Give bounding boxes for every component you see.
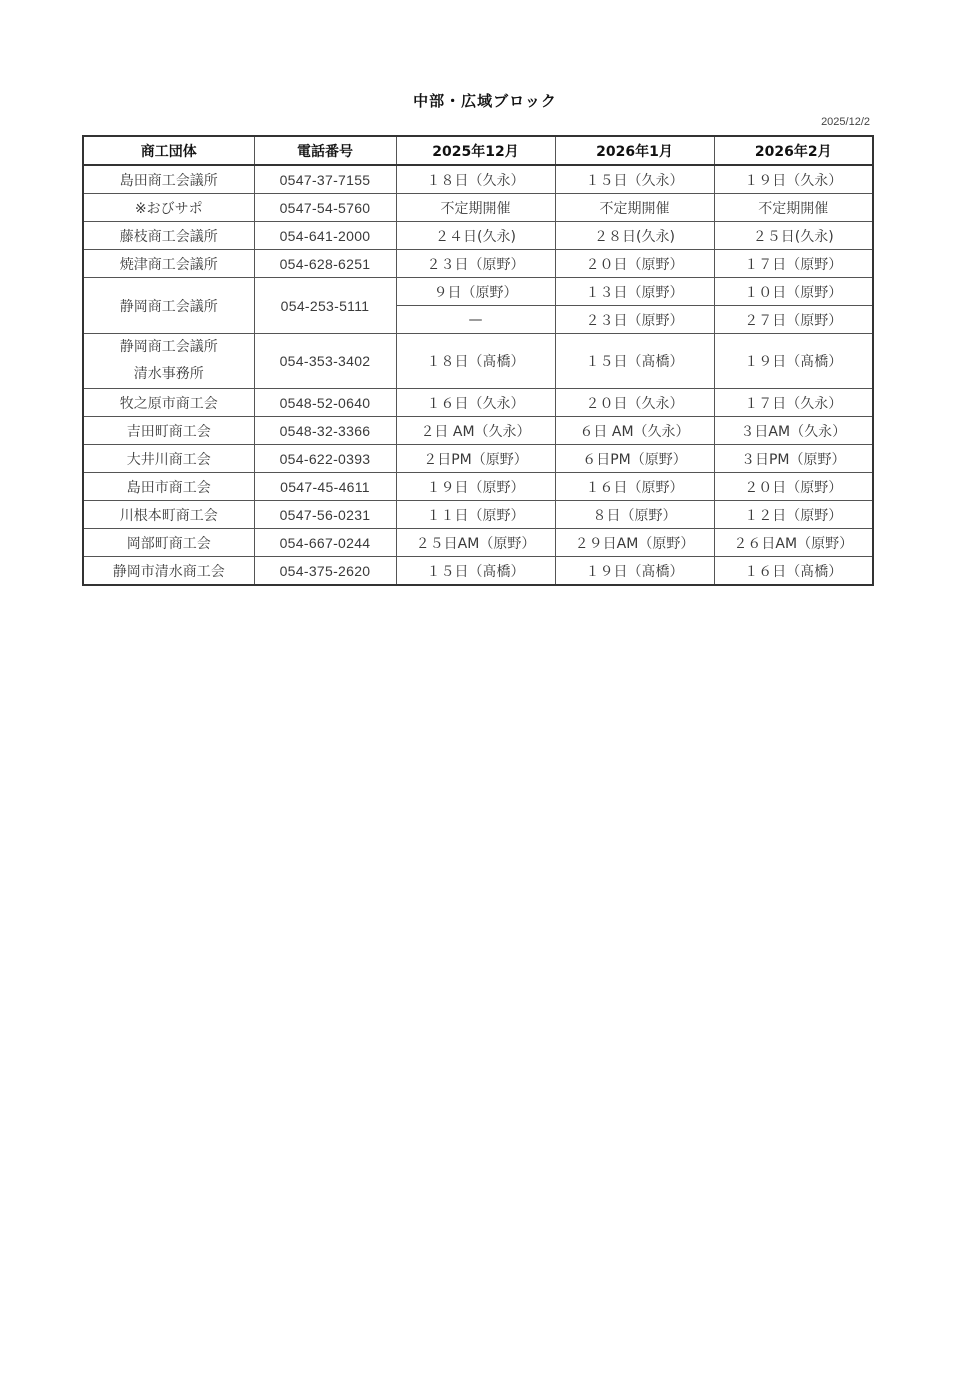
phone-number: 0548-52-0640: [254, 389, 396, 417]
header-month-dec-2025: 2025年12月: [396, 136, 555, 165]
org-name-line2: 清水事務所: [133, 366, 204, 382]
phone-number: 054-667-0244: [254, 529, 396, 557]
schedule-feb: １７日（原野）: [714, 250, 873, 278]
schedule-dec: １６日（久永）: [396, 389, 555, 417]
table-row: [83, 165, 873, 194]
schedule-dec: １９日（原野）: [396, 473, 555, 501]
schedule-jan: １５日（髙橋）: [555, 334, 714, 389]
phone-number: 0547-56-0231: [254, 501, 396, 529]
table-row: [83, 250, 873, 278]
schedule-feb: １６日（髙橋）: [714, 557, 873, 586]
schedule-jan: １６日（原野）: [555, 473, 714, 501]
consultation-schedule-table: [82, 135, 874, 586]
schedule-jan: ６日PM（原野）: [555, 445, 714, 473]
schedule-dec: ２４日(久永): [396, 222, 555, 250]
header-month-feb-2026: 2026年2月: [714, 136, 873, 165]
schedule-jan: ２０日（久永）: [555, 389, 714, 417]
phone-number: 054-641-2000: [254, 222, 396, 250]
table-row: [83, 445, 873, 473]
schedule-dec: １８日（久永）: [396, 165, 555, 194]
schedule-feb: ３日AM（久永）: [714, 417, 873, 445]
schedule-feb: １２日（原野）: [714, 501, 873, 529]
org-name: 牧之原市商工会: [83, 389, 254, 417]
phone-number: 054-353-3402: [254, 334, 396, 389]
schedule-feb: １９日（髙橋）: [714, 334, 873, 389]
schedule-dec: ２日 AM（久永）: [396, 417, 555, 445]
schedule-jan: １３日（原野）: [555, 278, 714, 306]
schedule-jan: 不定期開催: [555, 194, 714, 222]
org-name: 吉田町商工会: [83, 417, 254, 445]
table-row: [83, 334, 873, 389]
table-row: [83, 501, 873, 529]
org-name: 川根本町商工会: [83, 501, 254, 529]
schedule-jan: １５日（久永）: [555, 165, 714, 194]
schedule-dec: —: [396, 306, 555, 334]
schedule-jan: ８日（原野）: [555, 501, 714, 529]
table-row: [83, 278, 873, 306]
table-row: [83, 529, 873, 557]
org-name: 大井川商工会: [83, 445, 254, 473]
table-row: [83, 473, 873, 501]
schedule-jan: ２０日（原野）: [555, 250, 714, 278]
schedule-dec: ２５日AM（原野）: [396, 529, 555, 557]
table-row: [83, 417, 873, 445]
phone-number: 054-253-5111: [254, 278, 396, 334]
org-name: 藤枝商工会議所: [83, 222, 254, 250]
header-organization: 商工団体: [83, 136, 254, 165]
org-name: 静岡商工会議所: [83, 278, 254, 334]
schedule-jan: ２３日（原野）: [555, 306, 714, 334]
org-name: [83, 334, 254, 389]
org-name: 岡部町商工会: [83, 529, 254, 557]
schedule-dec: 不定期開催: [396, 194, 555, 222]
phone-number: 054-622-0393: [254, 445, 396, 473]
schedule-feb: １９日（久永）: [714, 165, 873, 194]
table-row: [83, 222, 873, 250]
schedule-feb: ２０日（原野）: [714, 473, 873, 501]
schedule-feb: ３日PM（原野）: [714, 445, 873, 473]
org-name: 島田市商工会: [83, 473, 254, 501]
schedule-dec: １８日（髙橋）: [396, 334, 555, 389]
org-name-line1: 静岡商工会議所: [119, 339, 218, 355]
schedule-jan: １９日（髙橋）: [555, 557, 714, 586]
schedule-feb: ２７日（原野）: [714, 306, 873, 334]
header-month-jan-2026: 2026年1月: [555, 136, 714, 165]
phone-number: 0547-37-7155: [254, 165, 396, 194]
phone-number: 0547-54-5760: [254, 194, 396, 222]
schedule-feb: ２５日(久永): [714, 222, 873, 250]
document-date: 2025/12/2: [821, 116, 870, 128]
org-name: 静岡市清水商工会: [83, 557, 254, 586]
schedule-dec: ２３日（原野）: [396, 250, 555, 278]
schedule-dec: １５日（髙橋）: [396, 557, 555, 586]
phone-number: 0548-32-3366: [254, 417, 396, 445]
schedule-feb: １７日（久永）: [714, 389, 873, 417]
table-row: [83, 557, 873, 586]
page-title: 中部・広域ブロック: [413, 92, 557, 110]
schedule-jan: ２８日(久永): [555, 222, 714, 250]
phone-number: 0547-45-4611: [254, 473, 396, 501]
schedule-feb: １０日（原野）: [714, 278, 873, 306]
org-name: 島田商工会議所: [83, 165, 254, 194]
org-name: ※おびサポ: [83, 194, 254, 222]
phone-number: 054-628-6251: [254, 250, 396, 278]
header-phone: 電話番号: [254, 136, 396, 165]
table-header-row: [83, 136, 873, 165]
schedule-feb: ２６日AM（原野）: [714, 529, 873, 557]
schedule-jan: ２９日AM（原野）: [555, 529, 714, 557]
phone-number: 054-375-2620: [254, 557, 396, 586]
schedule-dec: ２日PM（原野）: [396, 445, 555, 473]
schedule-dec: ９日（原野）: [396, 278, 555, 306]
schedule-jan: ６日 AM（久永）: [555, 417, 714, 445]
table-row: [83, 389, 873, 417]
org-name: 焼津商工会議所: [83, 250, 254, 278]
schedule-feb: 不定期開催: [714, 194, 873, 222]
table-row: [83, 194, 873, 222]
schedule-dec: １１日（原野）: [396, 501, 555, 529]
